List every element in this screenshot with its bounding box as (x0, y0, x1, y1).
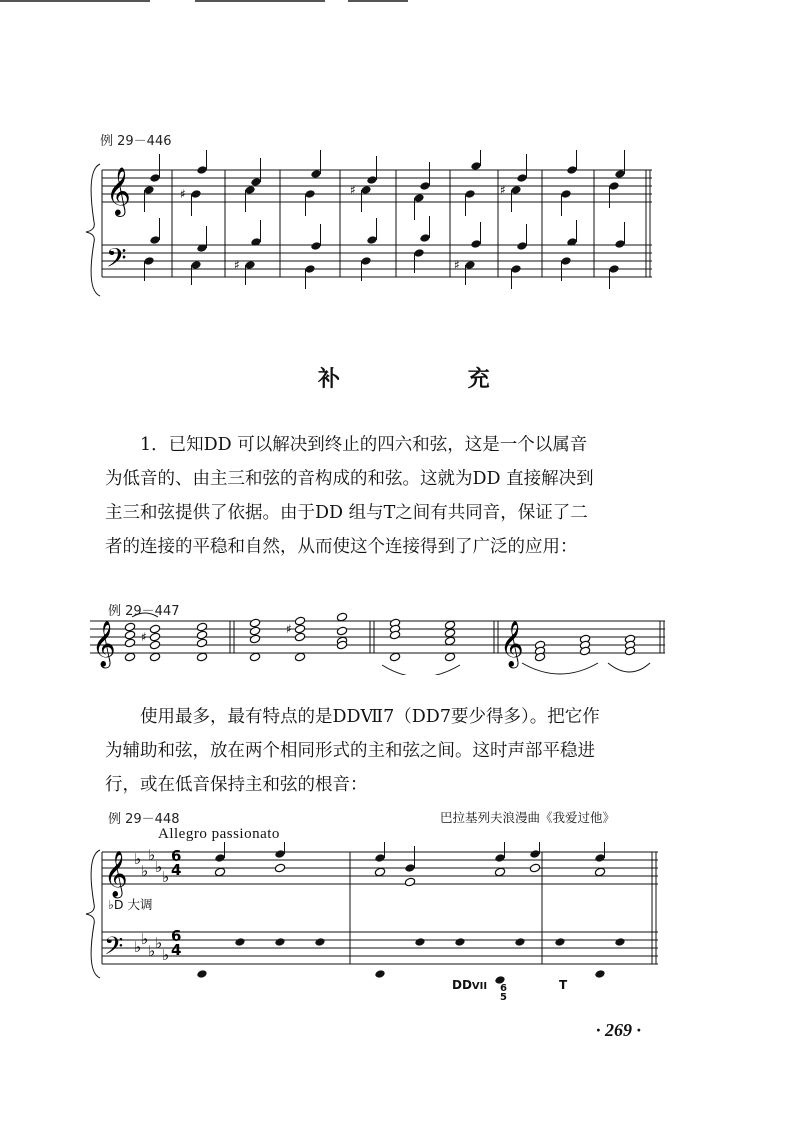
notehead (234, 937, 245, 947)
notehead (244, 185, 255, 195)
svg-text:♭: ♭ (148, 846, 156, 864)
phrase-slur (522, 663, 598, 674)
notehead (196, 630, 207, 640)
time-sig-top: 6 4 (171, 847, 182, 879)
notehead (444, 620, 455, 630)
svg-text:♭: ♭ (141, 930, 149, 948)
time-sig-bottom: 6 4 (171, 927, 182, 959)
notehead (250, 177, 261, 187)
tie-slur (132, 613, 158, 617)
notehead (190, 260, 201, 270)
notehead (404, 877, 415, 887)
notehead (294, 616, 305, 626)
top-rule (348, 0, 408, 2)
notehead (149, 173, 160, 183)
notehead (149, 235, 160, 245)
notehead (304, 189, 315, 199)
notehead (294, 624, 305, 634)
notehead (594, 853, 605, 863)
notehead (214, 853, 225, 863)
notehead (510, 185, 521, 195)
notehead (124, 638, 135, 648)
notehead (374, 969, 385, 979)
notehead (464, 189, 475, 199)
example-447-score (90, 605, 670, 675)
paragraph-2-line: 行，或在低音保持主和弦的根音： (105, 775, 368, 795)
notehead (149, 632, 160, 642)
notehead (196, 638, 207, 648)
notehead (608, 264, 619, 274)
grand-staff-brace (86, 850, 100, 978)
notehead (124, 622, 135, 632)
example-446-score (80, 150, 660, 310)
notehead (444, 636, 455, 646)
phrase-slur (382, 665, 460, 675)
accidental-icon: ♯ (500, 183, 506, 197)
notehead (143, 185, 154, 195)
notehead (516, 173, 527, 183)
notehead (470, 161, 481, 171)
svg-text:♭: ♭ (162, 868, 170, 886)
treble-clef-icon: 𝄞 (500, 621, 524, 667)
treble-clef-icon: 𝄞 (92, 621, 116, 667)
notehead (464, 260, 475, 270)
notehead (294, 652, 305, 662)
paragraph-1 (105, 428, 695, 564)
notehead (336, 612, 347, 622)
notehead (196, 652, 207, 662)
notehead (494, 867, 505, 877)
notehead (214, 867, 225, 877)
analysis-figures (500, 984, 507, 1002)
section-title: 补 充 (318, 366, 550, 392)
analysis-roman: VII (471, 981, 488, 992)
notehead (608, 181, 619, 191)
notehead (470, 239, 481, 249)
notehead (336, 626, 347, 636)
notehead (614, 937, 625, 947)
notehead (294, 632, 305, 642)
accidental-icon: ♯ (234, 258, 240, 272)
notehead (360, 185, 371, 195)
svg-text:♭: ♭ (162, 946, 170, 964)
paragraph-1-line: 为低音的、由主三和弦的音构成的和弦。这就为DD 直接解决到 (105, 469, 594, 489)
treble-clef-icon: 𝄞 (104, 851, 128, 897)
notehead (516, 241, 527, 251)
accidental-icon: ♯ (141, 630, 147, 644)
notehead (244, 260, 255, 270)
notehead (404, 863, 415, 873)
notehead (124, 630, 135, 640)
tempo-marking: Allegro passionato (158, 826, 280, 842)
notehead (444, 628, 455, 638)
top-rule (195, 0, 325, 2)
accidental-icon: ♯ (350, 183, 356, 197)
notehead (514, 937, 525, 947)
analysis-figure-bottom: 5 (500, 992, 507, 1003)
notehead (554, 937, 565, 947)
notehead (510, 264, 521, 274)
notehead (149, 652, 160, 662)
phrase-slur (608, 663, 650, 672)
svg-text:♭: ♭ (134, 850, 142, 868)
notehead (413, 193, 424, 203)
paragraph-1-line: 1．已知DD 可以解决到终止的四六和弦，这是一个以属音 (140, 435, 588, 455)
notehead (249, 652, 260, 662)
notehead (529, 849, 540, 859)
key-name: ♭D 大调 (108, 897, 153, 912)
notehead (196, 969, 207, 979)
harmonic-analysis (452, 978, 507, 1003)
notehead (274, 863, 285, 873)
paragraph-1-line: 者的连接的平稳和自然，从而使这个连接得到了广泛的应用： (105, 537, 578, 557)
notehead (454, 937, 465, 947)
notehead (196, 165, 207, 175)
accidental-icon: ♯ (454, 258, 460, 272)
notehead (444, 652, 455, 662)
notehead (314, 937, 325, 947)
example-448-score (80, 842, 660, 992)
example-448-notes (196, 842, 625, 985)
treble-clef-icon: 𝄞 (106, 166, 131, 215)
notehead (366, 235, 377, 245)
notehead (304, 264, 315, 274)
notehead (249, 618, 260, 628)
example-446-label: 例 29－446 (100, 134, 172, 149)
notehead (389, 652, 400, 662)
paragraph-2-line: 使用最多，最有特点的是DDⅦ7（DD7要少得多）。把它作 (140, 707, 600, 727)
notehead (529, 863, 540, 873)
notehead (414, 937, 425, 947)
paragraph-2 (105, 700, 695, 802)
notehead (360, 256, 371, 266)
notehead (614, 239, 625, 249)
notehead (566, 165, 577, 175)
accidental-icon: ♯ (286, 622, 292, 636)
notehead (249, 634, 260, 644)
page-number: · 269 · (596, 1020, 641, 1040)
notehead (594, 867, 605, 877)
notehead (594, 969, 605, 979)
notehead (274, 849, 285, 859)
grand-staff-brace (86, 164, 100, 296)
svg-text:♭: ♭ (134, 938, 142, 956)
analysis-chord: DD (452, 978, 472, 992)
top-rule (0, 0, 150, 2)
svg-text:♭: ♭ (155, 934, 163, 952)
notehead (494, 853, 505, 863)
notehead (374, 867, 385, 877)
example-448-source: 巴拉基列夫浪漫曲《我爱过他》 (440, 810, 616, 825)
notehead (274, 937, 285, 947)
bass-clef-icon: 𝄢 (104, 932, 124, 967)
bass-staff-448 (102, 932, 658, 964)
notehead (310, 241, 321, 251)
notehead (249, 626, 260, 636)
svg-text:♭: ♭ (155, 858, 163, 876)
svg-text:♭: ♭ (141, 862, 149, 880)
accidental-icon: ♯ (180, 187, 186, 201)
key-signature-bass (134, 930, 169, 964)
svg-text:♭: ♭ (148, 942, 156, 960)
example-448-label: 例 29－448 (108, 812, 180, 827)
example-446-notes (143, 150, 625, 289)
notehead (149, 624, 160, 634)
notehead (149, 640, 160, 650)
notehead (143, 256, 154, 266)
paragraph-2-line: 为辅助和弦，放在两个相同形式的主和弦之间。这时声部平稳进 (105, 741, 595, 761)
notehead (374, 853, 385, 863)
notehead (196, 622, 207, 632)
bass-clef-icon: 𝄢 (106, 242, 127, 280)
paragraph-1-line: 主三和弦提供了依据。由于DD 组与T之间有共同音，保证了二 (105, 503, 588, 523)
notehead (190, 189, 201, 199)
notehead (560, 256, 571, 266)
notehead (124, 652, 135, 662)
analysis-tonic: T (559, 978, 568, 992)
staff-447 (90, 621, 665, 653)
example-447-label: 例 29－447 (108, 604, 180, 619)
analysis-figure-top: 6 (500, 983, 507, 994)
notehead (366, 175, 377, 185)
notehead (310, 169, 321, 179)
notehead (560, 189, 571, 199)
notehead (419, 233, 430, 243)
notehead (419, 181, 430, 191)
notehead (413, 248, 424, 258)
notehead (614, 169, 625, 179)
